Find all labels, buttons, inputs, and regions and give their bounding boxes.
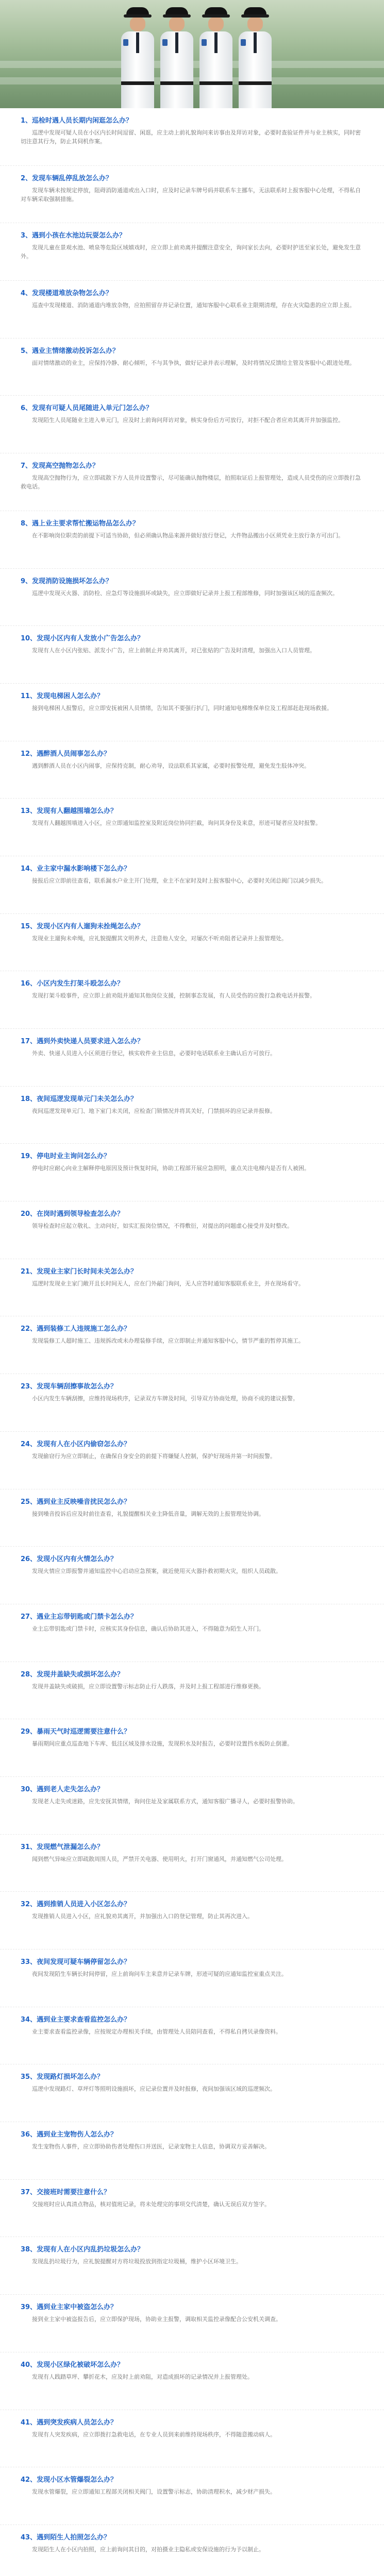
qa-item bbox=[0, 1950, 384, 2007]
qa-item bbox=[0, 1144, 384, 1201]
answer-text: 接到电梯困人报警后，应立即安抚被困人员情绪，告知其不要强行扒门，同时通知电梯维保单位及工程部赶赴现场救援。 bbox=[32, 704, 332, 711]
question-heading: 11、发现电梯困人怎么办？ bbox=[21, 692, 104, 700]
answer-text: 巡逻中发现可疑人员在小区内长时间逗留、闲逛，应主动上前礼貌询问来访事由及拜访对象，必要时查验证件并与业主核实，同时密切注意其行为，防止其伺机作案。 bbox=[21, 129, 361, 145]
answer-text: 发现乱扔垃圾行为，应礼貌提醒对方将垃圾投放到指定垃圾桶，维护小区环境卫生。 bbox=[32, 2258, 242, 2265]
question-heading: 23、发现车辆刮擦事故怎么办？ bbox=[21, 1383, 118, 1391]
question-heading: 43、遇到陌生人拍照怎么办？ bbox=[21, 2533, 111, 2541]
answer-text: 巡查中发现楼道、消防通道内堆放杂物，应拍照留存并记录位置，通知客服中心联系业主限期清理，存在火灾隐患的应立即上报。 bbox=[32, 302, 355, 309]
question-heading: 3、遇到小孩在水池边玩耍怎么办？ bbox=[21, 232, 126, 240]
question-heading: 22、遇到装修工人违规施工怎么办？ bbox=[21, 1325, 131, 1333]
qa-item bbox=[0, 1662, 384, 1720]
question-heading: 17、遇到外卖快递人员要求进入怎么办？ bbox=[21, 1038, 144, 1045]
qa-item bbox=[0, 626, 384, 684]
qa-item bbox=[0, 281, 384, 338]
question-heading: 26、发现小区内有火情怎么办？ bbox=[21, 1555, 118, 1564]
answer-text: 夜间巡逻发现单元门、地下室门未关闭，应检查门锁情况并将其关好，门禁损坏的应记录并报修。 bbox=[32, 1107, 276, 1114]
question-heading: 2、发现车辆乱停乱放怎么办？ bbox=[21, 174, 113, 182]
answer-text: 发现井盖缺失或破损，应立即设置警示标志防止行人跌落，并及时上报工程部进行维修更换。 bbox=[32, 1683, 264, 1690]
answer-text: 发现陌生人在小区内拍照，应上前询问其目的，对拍摄业主隐私或安保设施的行为予以制止。 bbox=[32, 2546, 264, 2553]
qa-item bbox=[0, 684, 384, 741]
qa-item bbox=[0, 166, 384, 224]
qa-item bbox=[0, 741, 384, 799]
question-heading: 5、遇业主情绪激动投诉怎么办？ bbox=[21, 347, 120, 355]
answer-text: 接到业主家中被盗报告后，应立即保护现场，协助业主报警，调取相关监控录像配合公安机关调查。 bbox=[32, 2316, 281, 2323]
question-heading: 12、遇醉酒人员闹事怎么办？ bbox=[21, 750, 111, 758]
answer-text: 交接班时应认真清点物品，核对值班记录，将未处理完的事项交代清楚，确认无误后双方签字。 bbox=[32, 2200, 270, 2208]
qa-item bbox=[0, 1432, 384, 1489]
answer-text: 外卖、快递人员进入小区须进行登记，核实收件业主信息，必要时电话联系业主确认后方可放行。 bbox=[32, 1050, 276, 1057]
question-heading: 21、发现业主家门长时间未关怎么办？ bbox=[21, 1267, 138, 1276]
question-heading: 29、暴雨天气时巡逻需要注意什么？ bbox=[21, 1728, 131, 1736]
qa-item bbox=[0, 1892, 384, 1950]
question-heading: 28、发现井盖缺失或损坏怎么办？ bbox=[21, 1670, 124, 1679]
qa-item bbox=[0, 511, 384, 569]
answer-text: 面对情绪激动的业主，应保持冷静、耐心倾听，不与其争执，做好记录并表示理解，及时将情况反馈给主管及客服中心跟进处理。 bbox=[32, 359, 355, 366]
answer-text: 巡逻时发现业主家门敞开且长时间无人，应在门外敲门询问，无人应答时通知客服联系业主，并在现场看守。 bbox=[32, 1280, 304, 1287]
answer-text: 小区内发生车辆刮擦，应维持现场秩序，记录双方车牌及时间，引导双方协商处理，协商不成的建议报警。 bbox=[32, 1395, 298, 1402]
question-heading: 20、在岗时遇到领导检查怎么办？ bbox=[21, 1210, 124, 1218]
question-heading: 32、遇到推销人员进入小区怎么办？ bbox=[21, 1901, 131, 1909]
answer-text: 发现有人践踏草坪、攀折花木，应及时上前劝阻，对造成损坏的记录情况并上报管理处。 bbox=[32, 2373, 253, 2380]
qa-item bbox=[0, 1604, 384, 1662]
qa-item bbox=[0, 1201, 384, 1259]
qa-item bbox=[0, 1259, 384, 1317]
answer-text: 巡逻中发现灭火器、消防栓、应急灯等设施损坏或缺失，应立即做好记录并上报工程部维修，同时加强该区域的巡查频次。 bbox=[32, 589, 338, 597]
question-heading: 13、发现有人翻越围墙怎么办？ bbox=[21, 807, 118, 816]
question-heading: 1、巡检时遇人员长期内闲逛怎么办？ bbox=[21, 117, 133, 125]
qa-item bbox=[0, 856, 384, 914]
qa-item bbox=[0, 1374, 384, 1432]
answer-text: 业主忘带钥匙或门禁卡时，应核实其身份信息，确认后协助其进入，不得随意为陌生人开门。 bbox=[32, 1625, 264, 1632]
hero-banner bbox=[0, 0, 384, 108]
answer-text: 接到噪音投诉后应及时前往查看，礼貌提醒相关业主降低音量，调解无效的上报管理处协调。 bbox=[32, 1510, 264, 1517]
qa-item bbox=[0, 2410, 384, 2468]
question-heading: 39、遇到业主家中被盗怎么办？ bbox=[21, 2303, 118, 2312]
qa-item bbox=[0, 2064, 384, 2122]
question-heading: 27、遇业主忘带钥匙或门禁卡怎么办？ bbox=[21, 1613, 138, 1621]
answer-text: 发现业主遛狗未牵绳，应礼貌提醒其文明养犬，注意他人安全，对屡次不听劝阻者记录并上报管理处。 bbox=[32, 935, 287, 942]
qa-item bbox=[0, 1835, 384, 1892]
answer-text: 业主要求查看监控录像，应按规定办理相关手续，由管理处人员陪同查看，不得私自拷贝录像资料。 bbox=[32, 2028, 281, 2035]
answer-text: 暴雨期间应重点巡查地下车库、低洼区域及排水设施，发现积水及时报告，必要时设置挡水板防止倒灌。 bbox=[32, 1740, 293, 1748]
question-heading: 19、停电时业主询问怎么办？ bbox=[21, 1153, 111, 1161]
question-heading: 25、遇到业主反映噪音扰民怎么办？ bbox=[21, 1498, 131, 1506]
guard-figure bbox=[198, 3, 234, 108]
answer-text: 巡逻中发现路灯、草坪灯等照明设施损坏，应记录位置并及时报修，夜间加强该区域的巡逻频次。 bbox=[32, 2086, 276, 2093]
question-heading: 7、发现高空抛物怎么办？ bbox=[21, 462, 99, 470]
answer-text: 发现车辆未按规定停放，阻碍消防通道或出入口时，应及时记录车牌号码并联系车主挪车，无法联系时上报客服中心处理，不得私自对车辆采取强制措施。 bbox=[21, 187, 361, 202]
question-heading: 10、发现小区内有人发放小广告怎么办？ bbox=[21, 635, 144, 643]
qa-item bbox=[0, 1489, 384, 1547]
qa-list bbox=[0, 108, 384, 2576]
question-heading: 35、发现路灯损坏怎么办？ bbox=[21, 2073, 104, 2081]
qa-item bbox=[0, 799, 384, 856]
question-heading: 6、发现有可疑人员尾随进入单元门怎么办？ bbox=[21, 404, 153, 413]
answer-text: 遇到醉酒人员在小区内闹事，应保持克制，耐心劝导，设法联系其家属，必要时报警处理，避免发生肢体冲突。 bbox=[32, 762, 310, 769]
guard-figure bbox=[237, 3, 273, 108]
answer-text: 发生宠物伤人事件，应立即协助伤者处理伤口并送医，记录宠物主人信息，协调双方妥善解决。 bbox=[32, 2143, 270, 2150]
qa-item bbox=[0, 396, 384, 453]
qa-item bbox=[0, 971, 384, 1029]
guard-figure bbox=[159, 3, 195, 108]
qa-item bbox=[0, 1029, 384, 1087]
qa-item bbox=[0, 1316, 384, 1374]
qa-item bbox=[0, 338, 384, 396]
answer-text: 发现有人突发疾病，应立即拨打急救电话，在专业人员到来前维持现场秩序，不得随意搬动病人。 bbox=[32, 2431, 276, 2438]
answer-text: 发现打架斗殴事件，应立即上前劝阻并通知其他岗位支援，控制事态发展，有人员受伤的应拨打急救电话并报警。 bbox=[32, 992, 315, 999]
answer-text: 发现高空抛物行为，应立即疏散下方人员并设置警示，尽可能确认抛物楼层，拍照取证后上报管理处，造成人员受伤的应立即拨打急救电话。 bbox=[21, 474, 361, 490]
qa-item bbox=[0, 2295, 384, 2352]
answer-text: 夜间发现陌生车辆长时间停留，应上前询问车主来意并记录车牌，形迹可疑的应通知监控室重点关注。 bbox=[32, 1971, 287, 1977]
question-heading: 9、发现消防设施损坏怎么办？ bbox=[21, 577, 113, 585]
question-heading: 4、发现楼道堆放杂物怎么办？ bbox=[21, 290, 113, 298]
qa-item bbox=[0, 2122, 384, 2180]
qa-item bbox=[0, 1719, 384, 1777]
qa-item bbox=[0, 223, 384, 281]
qa-item bbox=[0, 569, 384, 626]
answer-text: 发现水管爆裂，应立即通知工程部关闭相关阀门，设置警示标志，协助清理积水，减少财产损失。 bbox=[32, 2488, 276, 2496]
qa-item bbox=[0, 914, 384, 972]
answer-text: 发现火情应立即报警并通知监控中心启动应急预案，就近使用灭火器扑救初期火灾，组织人员疏散。 bbox=[32, 1568, 281, 1575]
qa-item bbox=[0, 2237, 384, 2295]
guard-figure bbox=[120, 3, 156, 108]
qa-item bbox=[0, 453, 384, 511]
question-heading: 16、小区内发生打架斗殴怎么办？ bbox=[21, 980, 124, 988]
question-heading: 15、发现小区内有人遛狗未拴绳怎么办？ bbox=[21, 922, 144, 930]
answer-text: 发现陌生人员尾随业主进入单元门，应及时上前询问拜访对象，核实身份后方可放行，对拒不配合者应劝其离开并加强监控。 bbox=[32, 417, 344, 424]
question-heading: 42、发现小区水管爆裂怎么办？ bbox=[21, 2476, 118, 2484]
answer-text: 领导检查时应起立敬礼、主动问好，如实汇报岗位情况，不得敷衍，对提出的问题虚心接受并及时整改。 bbox=[32, 1223, 293, 1230]
answer-text: 在不影响岗位职责的前提下可适当协助，但必须确认物品来源并做好放行登记，大件物品搬出小区须凭业主放行条方可出门。 bbox=[32, 532, 344, 539]
question-heading: 33、夜间发现可疑车辆停留怎么办？ bbox=[21, 1958, 131, 1966]
question-heading: 18、夜间巡逻发现单元门未关怎么办？ bbox=[21, 1095, 138, 1103]
question-heading: 30、遇到老人走失怎么办？ bbox=[21, 1785, 104, 1793]
qa-item bbox=[0, 1087, 384, 1144]
qa-item bbox=[0, 1777, 384, 1835]
answer-text: 发现老人走失或迷路，应先安抚其情绪，询问住址及家属联系方式，通知客服广播寻人，必要时报警协助。 bbox=[32, 1798, 298, 1805]
qa-item bbox=[0, 1547, 384, 1604]
answer-text: 发现偷窃行为应立即制止，在确保自身安全的前提下将嫌疑人控制，保护好现场并第一时间报警。 bbox=[32, 1452, 276, 1460]
answer-text: 发现儿童在景观水池、喷泉等危险区域嬉戏时，应立即上前劝离并提醒注意安全，询问家长去向，必要时护送至家长处，避免发生意外。 bbox=[21, 244, 361, 260]
qa-item bbox=[0, 2467, 384, 2525]
answer-text: 接报后应立即前往查看，联系漏水户业主开门处理，业主不在家时及时上报客服中心，必要时关闭总阀门以减少损失。 bbox=[32, 877, 327, 884]
answer-text: 发现推销人员进入小区，应礼貌劝其离开，并加强出入口的登记管理，防止其再次进入。 bbox=[32, 1913, 253, 1920]
question-heading: 40、发现小区绿化被破坏怎么办？ bbox=[21, 2361, 124, 2369]
answer-text: 停电时应耐心向业主解释停电原因及预计恢复时间，协助工程部开展应急照明，重点关注电梯内是否有人被困。 bbox=[32, 1165, 310, 1172]
question-heading: 37、交接班时需要注意什么？ bbox=[21, 2188, 111, 2196]
answer-text: 闻到燃气异味应立即疏散周围人员，严禁开关电器、使用明火，打开门窗通风，并通知燃气公司处理。 bbox=[32, 1855, 287, 1862]
question-heading: 38、发现有人在小区内乱扔垃圾怎么办？ bbox=[21, 2246, 144, 2254]
qa-item bbox=[0, 2352, 384, 2410]
answer-text: 发现有人在小区内张贴、派发小广告，应上前制止并劝其离开，对已张贴的广告及时清理，加强出入口人员管理。 bbox=[32, 647, 315, 654]
question-heading: 24、发现有人在小区内偷窃怎么办？ bbox=[21, 1440, 131, 1448]
answer-text: 发现装修工人超时施工、违规拆改或未办理装修手续，应立即制止并通知客服中心，情节严重的暂停其施工。 bbox=[32, 1337, 304, 1345]
question-heading: 8、遇上业主要求帮忙搬运物品怎么办？ bbox=[21, 519, 140, 528]
question-heading: 36、遇到业主宠物伤人怎么办？ bbox=[21, 2131, 118, 2139]
question-heading: 31、发现燃气泄漏怎么办？ bbox=[21, 1843, 104, 1851]
qa-item bbox=[0, 2007, 384, 2065]
question-heading: 14、业主家中漏水影响楼下怎么办？ bbox=[21, 865, 131, 873]
question-heading: 34、遇到业主要求查看监控怎么办？ bbox=[21, 2015, 131, 2024]
qa-item bbox=[0, 108, 384, 166]
qa-item bbox=[0, 2525, 384, 2576]
question-heading: 41、遇到突发疾病人员怎么办？ bbox=[21, 2418, 118, 2427]
qa-item bbox=[0, 2180, 384, 2238]
answer-text: 发现有人翻越围墙进入小区，应立即通知监控室及附近岗位协同拦截，询问其身份及来意，形迹可疑者应及时报警。 bbox=[32, 820, 321, 827]
